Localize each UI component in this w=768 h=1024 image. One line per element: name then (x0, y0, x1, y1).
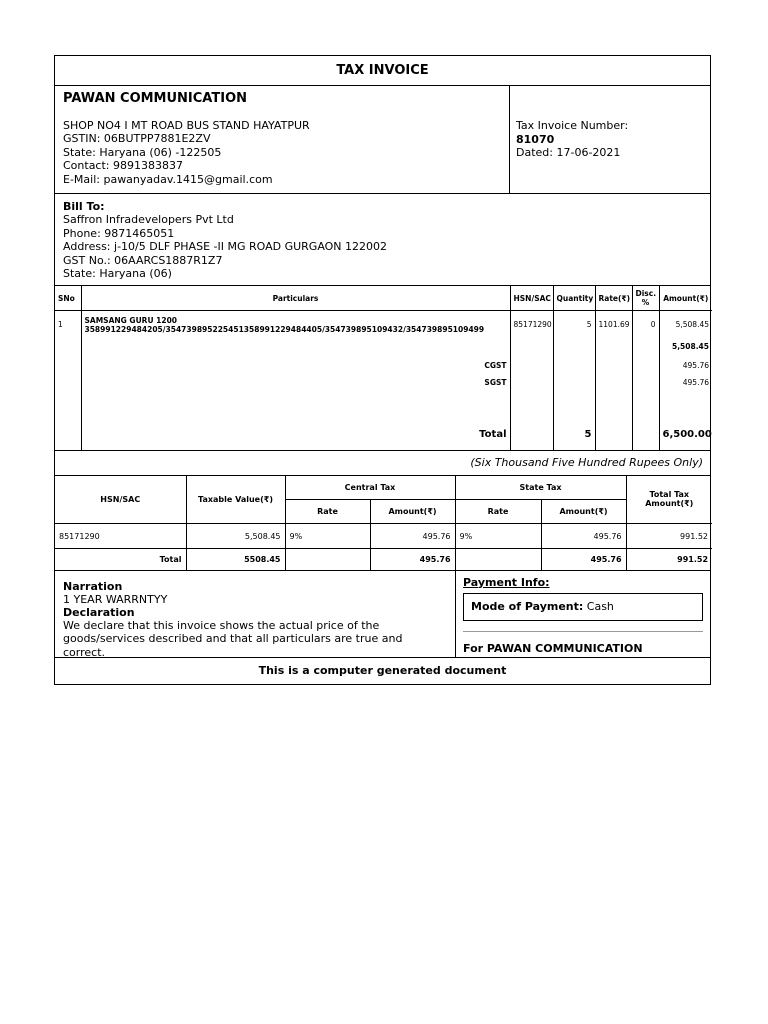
seller-contact: Contact: 9891383837 (63, 159, 183, 172)
payment-mode-value: Cash (586, 600, 614, 613)
tax-col-state-amount: Amount(₹) (541, 500, 626, 524)
col-disc: Disc. % (632, 286, 659, 311)
item-hsn: 85171290 (510, 311, 553, 337)
narration-payment-section (55, 570, 710, 657)
cgst-label: CGST (81, 357, 510, 374)
item-qty: 5 (553, 311, 595, 337)
col-quantity: Quantity (553, 286, 595, 311)
subtotal-amount: 5,508.45 (659, 337, 712, 357)
invoice-date: Dated: 17-06-2021 (516, 146, 621, 159)
item-imei: 358991229484205/354739895225451358991229484405/354739895109432/354739895109499 (84, 325, 485, 334)
tax-col-state: State Tax (455, 476, 626, 500)
items-total-amount: 6,500.00 (659, 425, 712, 450)
invoice (54, 55, 711, 685)
buyer-address: Address: j-10/5 DLF PHASE -II MG ROAD GURGAON 122002 (63, 240, 388, 254)
tax-col-hsn: HSN/SAC (55, 476, 186, 524)
tax-totals-total: 991.52 (626, 549, 712, 570)
amount-in-words: (Six Thousand Five Hundred Rupees Only) (55, 450, 710, 476)
col-sno: SNo (55, 286, 81, 311)
tax-totals-taxable: 5508.45 (186, 549, 285, 570)
tax-col-taxable: Taxable Value(₹) (186, 476, 285, 524)
tax-totals-row (55, 549, 712, 570)
buyer-name: Saffron Infradevelopers Pvt Ltd (63, 213, 234, 227)
item-product: SAMSANG GURU 1200 (84, 316, 178, 325)
items-total-label: Total (81, 425, 510, 450)
cgst-amount: 495.76 (659, 357, 712, 374)
declaration-text: We declare that this invoice shows the actual price of the goods/services described and that all particulars are true and correct. (63, 619, 403, 659)
tax-state-rate: 9% (455, 524, 541, 549)
items-table (55, 286, 712, 450)
tax-total: 991.52 (626, 524, 712, 549)
buyer-state: State: Haryana (06) (63, 267, 172, 281)
tax-col-state-rate: Rate (455, 500, 541, 524)
narration-block (55, 571, 456, 657)
buyer-phone: Phone: 9871465051 (63, 226, 175, 240)
item-amount: 5,508.45 (659, 311, 712, 337)
tax-col-central: Central Tax (285, 476, 455, 500)
for-company: For PAWAN COMMUNICATION (463, 641, 643, 655)
tax-totals-central: 495.76 (370, 549, 455, 570)
payment-separator (463, 631, 703, 632)
payment-heading: Payment Info: (463, 575, 550, 589)
tax-col-total: Total Tax Amount(₹) (626, 476, 712, 524)
tax-totals-state: 495.76 (541, 549, 626, 570)
item-sno: 1 (58, 320, 63, 329)
item-disc: 0 (632, 311, 659, 337)
invoice-number: 81070 (516, 132, 555, 146)
items-total-qty: 5 (553, 425, 595, 450)
col-particulars: Particulars (81, 286, 510, 311)
sgst-amount: 495.76 (659, 374, 712, 391)
sgst-label: SGST (81, 374, 510, 391)
tax-totals-label: Total (55, 549, 186, 570)
item-row (55, 311, 712, 337)
col-amount: Amount(₹) (659, 286, 712, 311)
generated-note: This is a computer generated document (55, 657, 710, 684)
invoice-number-label: Tax Invoice Number: (516, 119, 629, 132)
payment-mode-box (463, 593, 703, 621)
declaration-heading: Declaration (63, 605, 135, 619)
seller-gstin: GSTIN: 06BUTPP7881E2ZV (63, 132, 211, 145)
item-rate: 1101.69 (595, 311, 632, 337)
seller-email: E-Mail: pawanyadav.1415@gmail.com (63, 172, 273, 186)
tax-row (55, 524, 712, 549)
tax-state-amount: 495.76 (541, 524, 626, 549)
seller-state: State: Haryana (06) -122505 (63, 145, 222, 159)
tax-hsn: 85171290 (55, 524, 186, 549)
payment-mode-label: Mode of Payment: (471, 600, 584, 613)
item-particulars (81, 311, 510, 337)
tax-summary-table (55, 476, 712, 570)
tax-taxable: 5,508.45 (186, 524, 285, 549)
invoice-title: TAX INVOICE (55, 56, 710, 86)
col-rate: Rate(₹) (595, 286, 632, 311)
tax-central-amount: 495.76 (370, 524, 455, 549)
seller-name: PAWAN COMMUNICATION (63, 91, 247, 106)
narration-heading: Narration (63, 579, 123, 593)
payment-block (456, 571, 710, 657)
tax-central-rate: 9% (285, 524, 370, 549)
tax-col-central-rate: Rate (285, 500, 370, 524)
invoice-meta (510, 86, 710, 193)
bill-to-section (55, 194, 710, 286)
seller-section (55, 86, 710, 194)
tax-col-central-amount: Amount(₹) (370, 500, 455, 524)
buyer-gst: GST No.: 06AARCS1887R1Z7 (63, 253, 223, 267)
seller-address: SHOP NO4 I MT ROAD BUS STAND HAYATPUR (63, 118, 310, 132)
bill-to-heading: Bill To: (63, 200, 105, 213)
col-hsn: HSN/SAC (510, 286, 553, 311)
items-total-row (55, 425, 712, 450)
seller-details (55, 86, 510, 193)
narration-text: 1 YEAR WARRNTYY (63, 592, 168, 606)
